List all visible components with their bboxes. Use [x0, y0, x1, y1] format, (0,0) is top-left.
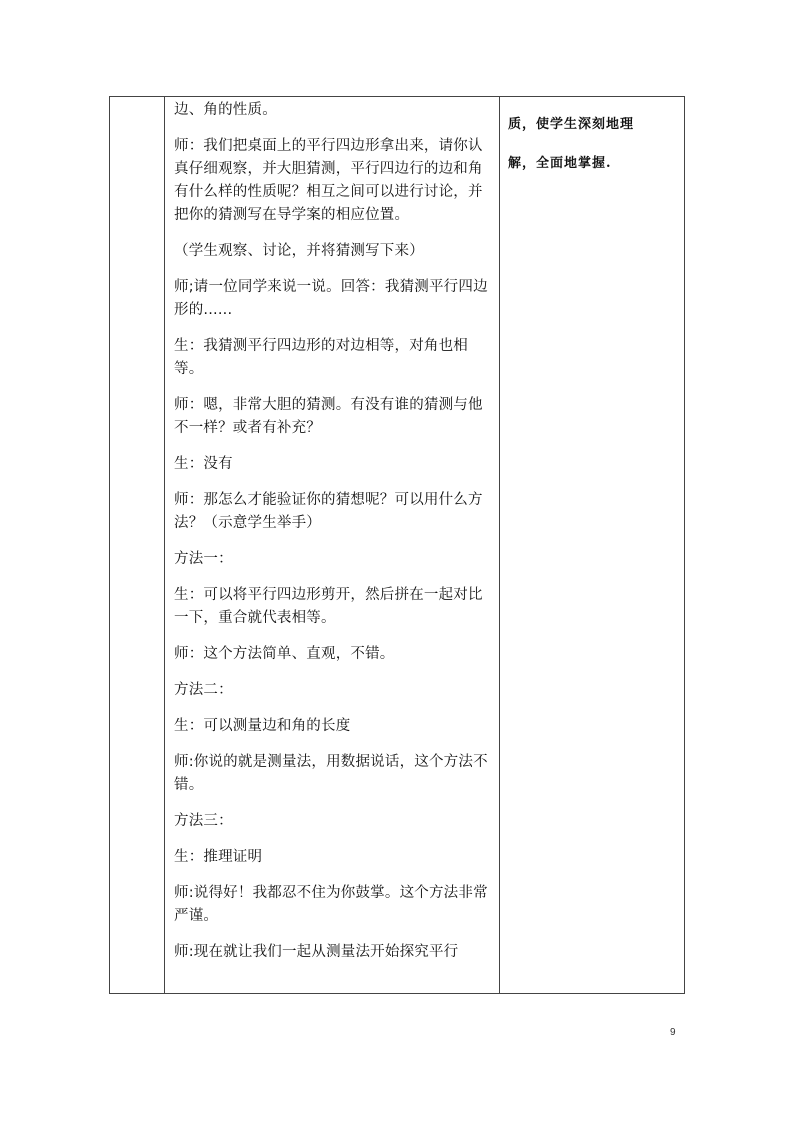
- dialogue-line: 师：这个方法简单、直观，不错。: [174, 646, 395, 662]
- design-intent-column: [500, 97, 684, 993]
- dialogue-line: 师：我们把桌面上的平行四边形拿出来，请你认真仔细观察，并大胆猜测，平行四边行的边和角有什么样的性质呢？相互之间可以进行讨论，并把你的猜测写在导学案的相应位置。: [174, 138, 483, 223]
- dialogue-line: 生：可以将平行四边形剪开，然后拼在一起对比一下，重合就代表相等。: [174, 587, 483, 626]
- lesson-table: [109, 96, 685, 994]
- dialogue-column: [165, 97, 500, 993]
- dialogue-line: 生：可以测量边和角的长度: [174, 718, 351, 734]
- page-number: 9: [670, 1027, 676, 1038]
- dialogue-line: 师：嗯，非常大胆的猜测。有没有谁的猜测与他不一样？或者有补充？: [174, 397, 483, 436]
- note-line: 解，全面地掌握.: [508, 156, 612, 171]
- dialogue-line: 方法三：: [174, 813, 233, 829]
- design-intent-note: [508, 105, 678, 183]
- stage-column: [110, 97, 165, 993]
- dialogue-line: 生：我猜测平行四边形的对边相等，对角也相等。: [174, 338, 468, 377]
- dialogue-line: 生：没有: [174, 456, 233, 472]
- dialogue-line: 师:你说的就是测量法，用数据说话，这个方法不错。: [174, 754, 488, 793]
- dialogue-line: 方法一：: [174, 551, 233, 567]
- dialogue-line: 师;请一位同学来说一说。回答：我猜测平行四边形的......: [174, 279, 488, 318]
- dialogue-line: 边、角的性质。: [174, 102, 277, 118]
- note-line: 质，使学生深刻地理: [508, 117, 635, 132]
- dialogue-line: 师:说得好！我都忍不住为你鼓掌。这个方法非常严谨。: [174, 885, 488, 924]
- dialogue-line: 方法二：: [174, 682, 233, 698]
- dialogue-line: 师:现在就让我们一起从测量法开始探究平行: [174, 944, 459, 960]
- dialogue-line: 生：推理证明: [174, 849, 263, 865]
- dialogue-line: 师：那怎么才能验证你的猜想呢？可以用什么方法？（示意学生举手）: [174, 492, 483, 531]
- dialogue-line: （学生观察、讨论，并将猜测写下来）: [174, 243, 424, 259]
- dialogue-paragraphs: [174, 97, 494, 977]
